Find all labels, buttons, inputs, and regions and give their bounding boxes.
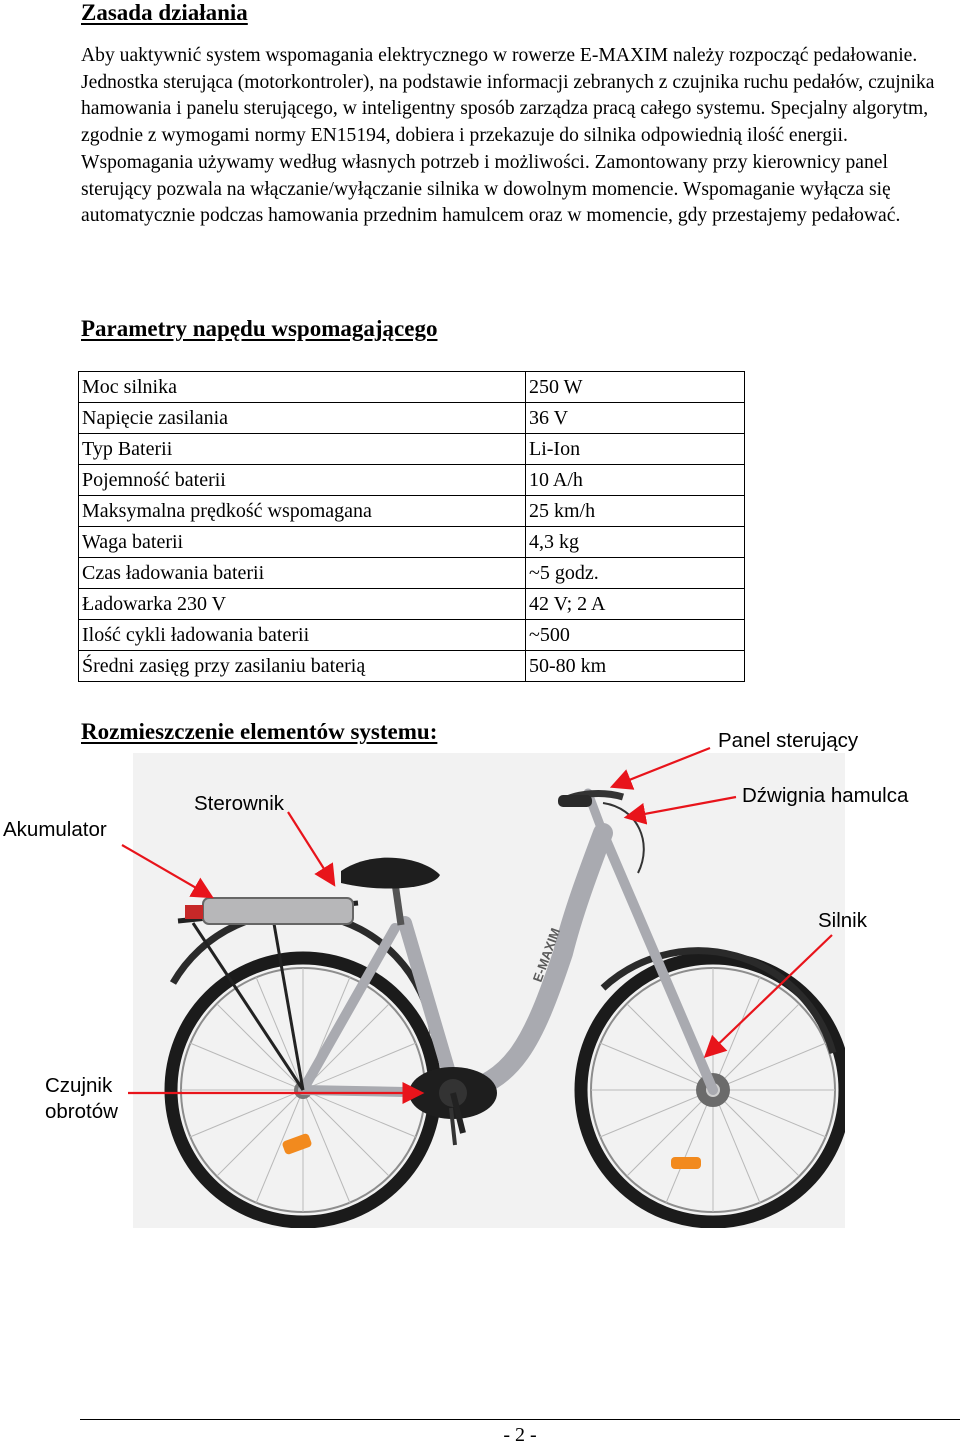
frame-brand-text: E-MAXIM [529, 925, 564, 985]
param-label: Waga baterii [79, 527, 526, 558]
param-label: Pojemność baterii [79, 465, 526, 496]
arrow-akumulator [122, 845, 210, 896]
param-label: Ilość cykli ładowania baterii [79, 620, 526, 651]
param-value: 50-80 km [526, 651, 745, 682]
arrow-silnik [707, 935, 832, 1055]
callout-akumulator: Akumulator [3, 818, 107, 841]
page-number: - 2 - [503, 1424, 537, 1446]
param-value: 25 km/h [526, 496, 745, 527]
param-label: Ładowarka 230 V [79, 589, 526, 620]
callout-czujnik-line2: obrotów [45, 1100, 118, 1123]
arrow-panel [614, 748, 710, 786]
param-value: 4,3 kg [526, 527, 745, 558]
param-value: 250 W [526, 372, 745, 403]
section-title-principle: Zasada działania [81, 0, 248, 25]
callout-silnik: Silnik [818, 909, 867, 932]
callout-panel: Panel sterujący [718, 729, 859, 752]
param-value: ~500 [526, 620, 745, 651]
param-value: 36 V [526, 403, 745, 434]
callout-hamulec: Dźwignia hamulca [742, 784, 909, 807]
callout-czujnik-line1: Czujnik [45, 1074, 113, 1097]
section-title-layout: Rozmieszczenie elementów systemu: [81, 719, 438, 744]
arrow-sterownik [288, 812, 333, 883]
intro-paragraph: Aby uaktywnić system wspomagania elektrycznego w rowerze E-MAXIM należy rozpocząć pedałowanie. Jednostka sterująca (motorkontroler), na podstawie informacji zebranych z czujnika ruchu pedałów, czujnika hamowania i panelu sterującego, w inteligentny sposób zarządza pracą całego systemu. Specjalny algorytm, zgodnie z wymogami normy EN15194, dobiera i przekazuje do silnika odpowiednią ilość energii. Wspomagania używamy według własnych potrzeb i możliwości. Zamontowany przy kierownicy panel sterujący pozwala na włączanie/wyłączanie silnika w dowolnym momencie. Wspomaganie wyłącza się automatycznie podczas hamowania przednim hamulcem oraz w momencie, gdy przestajemy pedałować. [81, 45, 935, 227]
param-label: Typ Baterii [79, 434, 526, 465]
arrow-hamulec [628, 797, 736, 817]
param-value: Li-Ion [526, 434, 745, 465]
param-label: Napięcie zasilania [79, 403, 526, 434]
param-label: Czas ładowania baterii [79, 558, 526, 589]
param-label: Średni zasięg przy zasilaniu baterią [79, 651, 526, 682]
param-label: Maksymalna prędkość wspomagana [79, 496, 526, 527]
footer-rule [80, 1419, 960, 1420]
param-value: 42 V; 2 A [526, 589, 745, 620]
param-value: 10 A/h [526, 465, 745, 496]
param-value: ~5 godz. [526, 558, 745, 589]
section-title-params: Parametry napędu wspomagającego [81, 316, 438, 341]
param-label: Moc silnika [79, 372, 526, 403]
callout-sterownik: Sterownik [194, 792, 285, 815]
